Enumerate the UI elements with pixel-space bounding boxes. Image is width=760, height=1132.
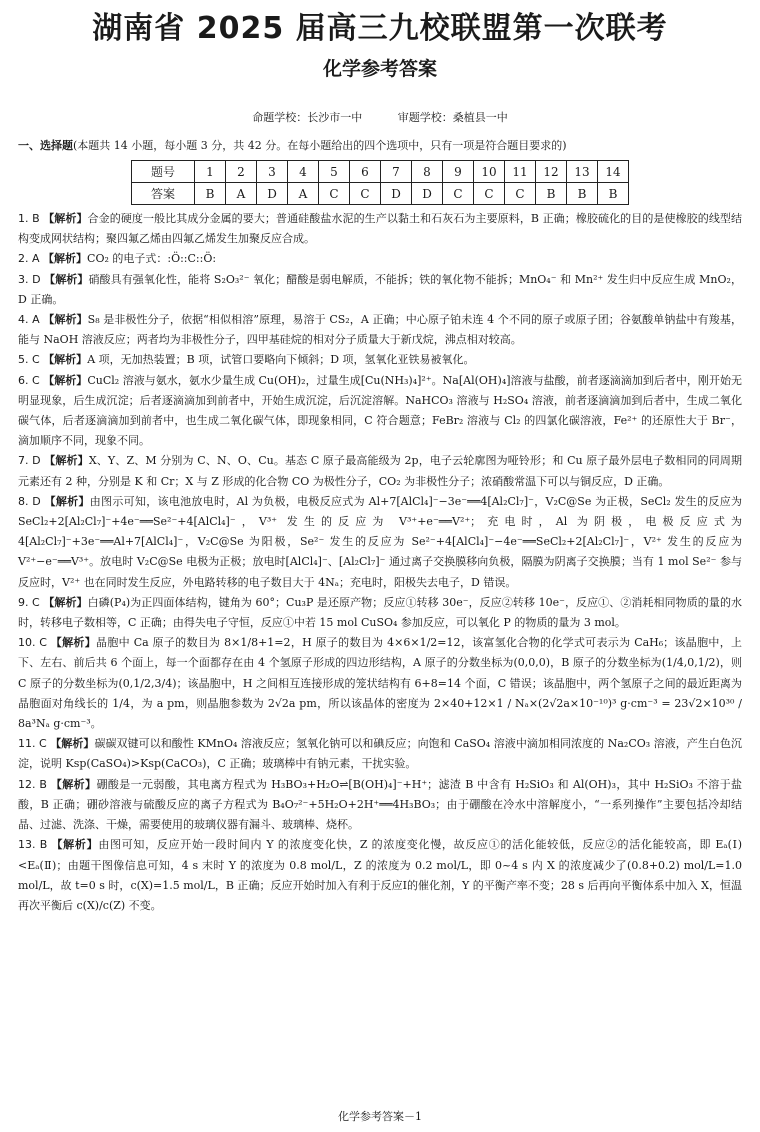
analysis-tag: 【解析】 [44, 494, 90, 508]
section-heading [18, 138, 742, 154]
answer-explanation [18, 492, 742, 593]
item-text: S₈ 是非极性分子，依据“相似相溶”原理，易溶于 CS₂，A 正确；中心原子铂未连 4 个不同的原子或原子团；谷氨酸单钠盐中有羧基，能与 NaOH 溶液反应；两者均为非极性分子，四甲基硅烷的相对分子质量大于新戊烷，沸点相对较高。 [18, 313, 742, 347]
analysis-tag: 【解析】 [50, 777, 97, 791]
table-cell: B [195, 183, 226, 205]
table-cell: 12 [536, 161, 567, 183]
item-number: 8. D [18, 494, 41, 508]
item-number: 1. B [18, 212, 40, 225]
item-text: 由图可知，反应开始一段时间内 Y 的浓度变化快，Z 的浓度变化慢，故反应①的活化能较低，反应②的活化能较高，即 Eₐ(Ⅰ)<Eₐ(Ⅱ)；由题干图像信息可知，4 s 末时 Y 的浓度为 0.8 mol/L，Z 的浓度为 0.2 mol/L，即 0~4 s 内 X 的浓度减少了(0.8+0.2) mol/L=1.0 mol/L，故 t=0 s 时，c(X)=1.5 mol/L，B 正确；反应开始时加入有利于反应Ⅰ的催化剂，Y 的平衡产率不变；28 s 后再向平衡体系中加入 X，恒温再次平衡后 c(X)/c(Z) 不变。 [18, 838, 743, 912]
table-cell: 10 [474, 161, 505, 183]
item-text: 碳碳双键可以和酸性 KMnO₄ 溶液反应；氢氧化钠可以和碘反应；向饱和 CaSO₄ 溶液中滴加相同浓度的 Na₂CO₃ 溶液，产生白色沉淀，说明 Ksp(CaSO₄)>Ksp(CaCO₃)，C 正确；玻璃棒中有钠元素，干扰实验。 [18, 737, 743, 771]
answer-explanation [18, 310, 742, 350]
table-cell: C [350, 183, 381, 205]
item-text: X、Y、Z、M 分别为 C、N、O、Cu。基态 C 原子最高能级为 2p，电子云轮廓图为哑铃形；和 Cu 原子最外层电子数相同的同周期元素还有 2 种，分别是 K 和 Cr；X 与 Z 形成的化合物 CO 为极性分子，CO₂ 为非极性分子；浓硝酸常温下可以与铜反应，D 正确。 [18, 454, 743, 488]
table-cell: 5 [319, 161, 350, 183]
item-number: 13. B [18, 838, 48, 852]
table-cell: 4 [288, 161, 319, 183]
answer-explanation [18, 371, 742, 452]
answer-explanation [18, 350, 742, 370]
item-number: 4. A [18, 313, 40, 327]
table-cell: D [257, 183, 288, 205]
item-number: 6. C [18, 373, 40, 387]
table-cell: B [567, 183, 598, 205]
analysis-tag: 【解析】 [44, 272, 89, 286]
answer-explanation [18, 633, 742, 734]
answer-explanation [18, 734, 742, 774]
table-cell: 9 [443, 161, 474, 183]
analysis-tag: 【解析】 [43, 353, 88, 367]
analysis-tag: 【解析】 [43, 373, 88, 387]
section-desc: (本题共 14 小题，每小题 3 分，共 42 分。在每小题给出的四个选项中，只有一项是符合题目要求的) [73, 139, 567, 152]
table-cell: D [412, 183, 443, 205]
table-cell: 3 [257, 161, 288, 183]
analysis-tag: 【解析】 [43, 595, 88, 609]
table-cell: 8 [412, 161, 443, 183]
item-text: 由图示可知，该电池放电时，Al 为负极，电极反应式为 Al+7[AlCl₄]⁻−3e⁻══4[Al₂Cl₇]⁻，V₂C@Se 为正极，SeCl₂ 发生的反应为 SeCl₂+2[Al₂Cl₇]⁻+4e⁻══Se²⁻+4[AlCl₄]⁻，V³⁺ 发生的反应为 V³⁺+e⁻══V²⁺；充电时，Al 为阴极，电极反应式为 4[Al₂Cl₇]⁻+3e⁻══Al+7[AlCl₄]⁻，V₂C@Se 为阳极，Se²⁻ 发生的反应为 Se²⁻+4[AlCl₄]⁻−4e⁻══SeCl₂+2[Al₂Cl₇]⁻，V²⁺ 发生的反应为 V²⁺−e⁻══V³⁺。放电时 V₂C@Se 电极为正极；放电时[AlCl₄]⁻、[Al₂Cl₇]⁻ 通过离子交换膜移向负极，隔膜为阴离子交换膜；当有 1 mol Se²⁻ 参与反应时，V²⁺ 也在同时发生反应，外电路转移的电子数目大于 4Nₐ；充电时，阳极失去电子，D 错误。 [18, 494, 743, 589]
item-number: 10. C [18, 636, 47, 650]
reviewer-school: 审题学校：桑植县一中 [397, 111, 508, 124]
answer-explanation [18, 451, 742, 491]
table-cell: 1 [195, 161, 226, 183]
analysis-tag: 【解析】 [50, 636, 97, 650]
table-cell: B [536, 183, 567, 205]
table-header-cell: 题号 [132, 161, 195, 183]
item-number: 9. C [18, 595, 40, 609]
item-text: 硼酸是一元弱酸，其电离方程式为 H₃BO₃+H₂O⇌[B(OH)₄]⁻+H⁺；滤渣 B 中含有 H₂SiO₃ 和 Al(OH)₃，其中 H₂SiO₃ 不溶于盐酸，B 正确；硼砂溶液与硫酸反应的离子方程式为 B₄O₇²⁻+5H₂O+2H⁺══4H₃BO₃；由于硼酸在冷水中溶解度小，“一系列操作”主要包括冷却结晶、过滤、洗涤、干燥，需要使用的玻璃仪器有漏斗、玻璃棒、烧杯。 [18, 777, 743, 832]
answer-explanation [18, 593, 742, 633]
item-text: 白磷(P₄)为正四面体结构，键角为 60°；Cu₃P 是还原产物；反应①转移 30e⁻，反应②转移 10e⁻，反应①、②消耗相同物质的量的水时，转移电子数相等，C 正确；由得失电子守恒，反应①中若 15 mol CuSO₄ 参加反应，可以氧化 P 的物质的量为 3 mol。 [18, 595, 743, 630]
analysis-tag: 【解析】 [51, 838, 99, 852]
item-number: 12. B [18, 777, 47, 791]
page-footer: 化学参考答案－1 [338, 1110, 422, 1123]
item-number: 11. C [18, 737, 47, 751]
table-cell: 6 [350, 161, 381, 183]
item-text: CuCl₂ 溶液与氨水，氨水少量生成 Cu(OH)₂，过量生成[Cu(NH₃)₄]²⁺。Na[Al(OH)₄]溶液与盐酸，前者逐滴滴加到后者中，刚开始无明显现象，后生成沉淀；后者逐滴滴加到前者中，开始生成沉淀，后沉淀溶解。NaHCO₃ 溶液与 H₂SO₄ 溶液，前者逐滴滴加到后者中，生成二氧化碳气体，后者逐滴滴加到前者中，也生成二氧化碳气体，即现象相同，C 符合题意；FeBr₂ 溶液与 Cl₂ 的四氯化碳溶液，Fe²⁺ 的还原性大于 Br⁻，滴加顺序不同，现象不同。 [18, 373, 742, 448]
analysis-tag: 【解析】 [43, 313, 88, 327]
table-header-cell: 答案 [132, 183, 195, 205]
item-text: 硝酸具有强氧化性，能将 S₂O₃²⁻ 氧化；醋酸是弱电解质，不能拆；铁的氧化物不能拆；MnO₄⁻ 和 Mn²⁺ 发生归中反应生成 MnO₂，D 正确。 [18, 272, 742, 306]
exam-subtitle: 化学参考答案 [322, 58, 437, 80]
item-number: 5. C [18, 353, 40, 367]
table-cell: C [443, 183, 474, 205]
item-text: 晶胞中 Ca 原子的数目为 8×1/8+1=2，H 原子的数目为 4×6×1/2=12，该富氢化合物的化学式可表示为 CaH₆；该晶胞中，上下、左右、前后共 6 个面上，每一个面都存在由 4 个氢原子形成的四边形结构，A 原子的分数坐标为(0,0,0)，B 原子的分数坐标为(1/4,0,1/2)，则 C 原子的分数坐标为(0,1/2,3/4)；该晶胞中，H 之间相互连接形成的笼状结构有 6+8=14 个面，C 错误；该晶胞中，两个氢原子之间的最近距离为晶胞面对角线长的 1/4，为 a pm，则晶胞参数为 2√2a pm，所以该晶体的密度为 2×40+12×1 / Nₐ×(2√2a×10⁻¹⁰)³ g·cm⁻³ = 23√2×10³⁰ / 8a³Nₐ g·cm⁻³。 [18, 636, 743, 731]
table-cell: 14 [598, 161, 629, 183]
analysis-tag: 【解析】 [50, 737, 95, 751]
school-info [18, 110, 742, 126]
item-number: 3. D [18, 272, 41, 286]
table-cell: C [474, 183, 505, 205]
analysis-tag: 【解析】 [44, 454, 89, 468]
answer-explanation [18, 209, 742, 249]
table-cell: B [598, 183, 629, 205]
answer-explanation [18, 775, 742, 836]
answer-table [131, 160, 629, 205]
answer-explanation [18, 270, 742, 310]
answer-explanation [18, 249, 742, 269]
exam-title: 湖南省 2025 届高三九校联盟第一次联考 [92, 11, 668, 46]
answer-explanation [18, 835, 742, 916]
table-cell: C [505, 183, 536, 205]
table-cell: A [226, 183, 257, 205]
section-title: 一、选择题 [18, 139, 73, 152]
answer-table-row-answers [132, 183, 629, 205]
table-cell: 11 [505, 161, 536, 183]
table-cell: 13 [567, 161, 598, 183]
table-cell: 2 [226, 161, 257, 183]
item-text: 合金的硬度一般比其成分金属的要大；普通硅酸盐水泥的生产以黏土和石灰石为主要原料，B 正确；橡胶硫化的目的是使橡胶的线型结构变成网状结构；聚四氟乙烯由四氟乙烯发生加聚反应合成。 [18, 212, 743, 246]
analysis-tag: 【解析】 [43, 212, 88, 225]
item-number: 7. D [18, 454, 41, 468]
item-text: CO₂ 的电子式：:Ö::C::Ö: [87, 252, 217, 266]
table-cell: D [381, 183, 412, 205]
answer-table-row-numbers [132, 161, 629, 183]
item-text: A 项，无加热装置；B 项，试管口要略向下倾斜；D 项，氢氧化亚铁易被氧化。 [87, 353, 475, 367]
table-cell: A [288, 183, 319, 205]
item-number: 2. A [18, 252, 40, 266]
analysis-tag: 【解析】 [43, 252, 88, 266]
proposer-school: 命题学校：长沙市一中 [252, 111, 363, 124]
table-cell: C [319, 183, 350, 205]
table-cell: 7 [381, 161, 412, 183]
